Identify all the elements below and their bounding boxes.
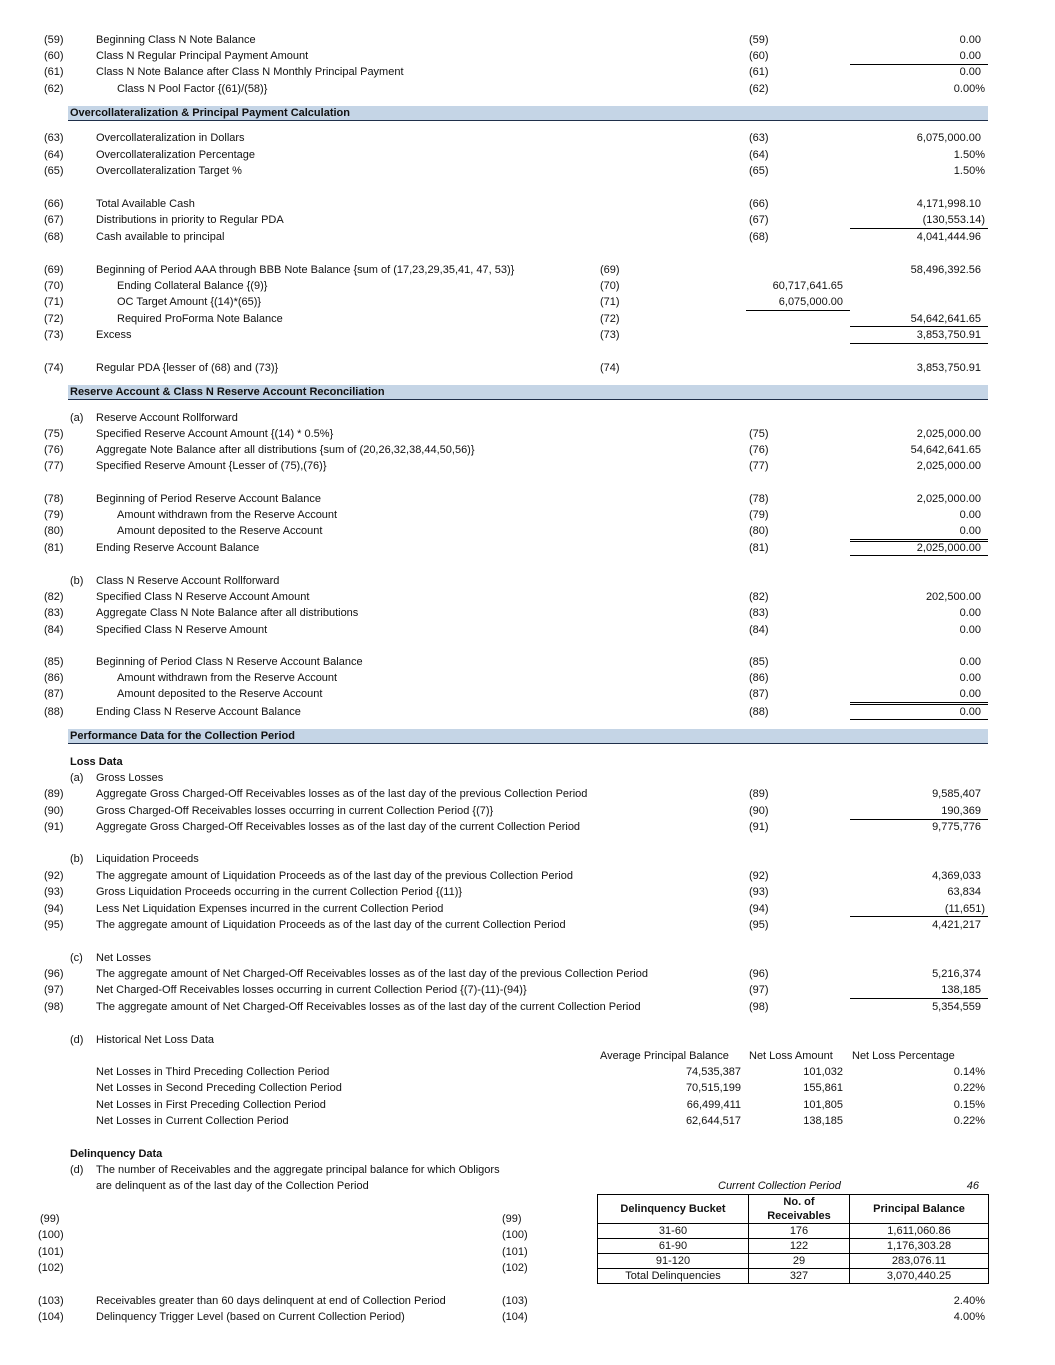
line-71 [0,294,1055,310]
hist-row-avg: 70,515,199 [685,1082,741,1094]
line-value: 138,185 [941,984,981,996]
cell-bucket: Total Delinquencies [598,1269,749,1284]
delinquency-data-title: Delinquency Data [70,1148,163,1160]
section-header-performance: Performance Data for the Collection Period [68,729,988,744]
subsection-letter: (a) [70,772,84,784]
line-value: 5,354,559 [932,1001,981,1013]
line-label: Distributions in priority to Regular PDA [96,214,284,226]
line-label: Aggregate Class N Note Balance after all distributions [96,607,359,619]
cell-balance: 3,070,440.25 [850,1269,989,1284]
line-label: Beginning of Period Reserve Account Balance [96,493,322,505]
line-70 [0,278,1055,294]
line-number: (78) [44,493,64,505]
line-label: Specified Reserve Amount {Lesser of (75),(76)} [96,460,327,472]
line-number: (67) [44,214,64,226]
subsection-gross-losses [0,770,1055,786]
line-label: Gross Charged-Off Receivables losses occurring in current Collection Period {(7)} [96,805,494,817]
line-value: 1.50% [953,149,985,161]
line-number: (92) [44,870,64,882]
line-number: (100) [38,1229,64,1241]
line-ref: (87) [749,688,769,700]
line-80 [0,523,1055,539]
hist-header-amt: Net Loss Amount [749,1050,833,1062]
line-63 [0,130,1055,146]
subsection-label: Class N Reserve Account Rollforward [96,575,280,587]
line-87 [0,686,1055,702]
cell-bucket: 61-90 [598,1239,749,1254]
line-67 [0,212,1055,228]
line-number: (95) [44,919,64,931]
line-value: 0.00 [959,525,981,537]
line-label: Amount deposited to the Reserve Account [117,688,323,700]
cell-balance: 283,076.11 [850,1254,989,1269]
subsection-letter: (d) [70,1034,84,1046]
line-value: 0.00 [959,50,981,62]
line-label: Total Available Cash [96,198,195,210]
line-value: 54,642,641.65 [910,444,981,456]
line-label: Less Net Liquidation Expenses incurred in the current Collection Period [96,903,444,915]
line-value: 3,853,750.91 [916,329,981,341]
line-value: 0.00 [959,34,981,46]
line-value: 0.00 [959,607,981,619]
line-number: (80) [44,525,64,537]
line-label: Class N Pool Factor {(61)/(58)} [117,83,268,95]
line-number: (94) [44,903,64,915]
line-value: 4,041,444.96 [916,231,981,243]
line-101 [0,1244,1055,1260]
line-68 [0,229,1055,245]
hist-row [0,1097,1055,1113]
line-91 [0,819,1055,835]
line-60 [0,48,1055,64]
loss-data-heading [0,754,1055,770]
line-number: (74) [44,362,64,374]
line-label: Regular PDA {lesser of (68) and (73)} [96,362,279,374]
line-label: Specified Class N Reserve Account Amount [96,591,310,603]
line-number: (93) [44,886,64,898]
line-99 [0,1211,1055,1227]
line-label: The aggregate amount of Net Charged-Off Receivables losses as of the last day of the current Collection Period [96,1001,641,1013]
line-value: 0.00 [959,706,981,718]
total-rule [850,719,988,720]
line-label: Overcollateralization in Dollars [96,132,245,144]
line-73 [0,327,1055,343]
line-number: (81) [44,542,64,554]
line-value: 2,025,000.00 [916,493,981,505]
line-number: (62) [44,83,64,95]
line-98 [0,999,1055,1015]
line-value: 9,775,776 [932,821,981,833]
line-number: (69) [44,264,64,276]
line-ref: (77) [749,460,769,472]
subsection-label: The number of Receivables and the aggregate principal balance for which Obligors [96,1164,500,1176]
line-65 [0,163,1055,179]
line-label: OC Target Amount {(14)*(65)} [117,296,262,308]
hist-row-pct: 0.15% [953,1099,985,1111]
hist-row-label: Net Losses in First Preceding Collection Period [96,1099,326,1111]
line-69 [0,262,1055,278]
line-103 [0,1293,1055,1309]
line-92 [0,868,1055,884]
line-62 [0,81,1055,97]
line-ref: (81) [749,542,769,554]
line-ref: (75) [749,428,769,440]
line-number: (60) [44,50,64,62]
line-number: (84) [44,624,64,636]
subsection-label: Net Losses [96,952,152,964]
line-number: (65) [44,165,64,177]
line-ref: (85) [749,656,769,668]
line-ref: (78) [749,493,769,505]
line-88 [0,704,1055,720]
hist-row-avg: 66,499,411 [686,1099,741,1111]
line-value: 0.00 [959,656,981,668]
line-label: Beginning of Period AAA through BBB Note Balance {sum of (17,23,29,35,41, 47, 53)} [96,264,515,276]
line-label: The aggregate amount of Net Charged-Off Receivables losses as of the last day of the previous Collection Period [96,968,648,980]
line-value: 2,025,000.00 [916,428,981,440]
line-value: 0.00% [953,83,985,95]
line-label: Cash available to principal [96,231,225,243]
line-label: Required ProForma Note Balance [117,313,283,325]
line-ref: (62) [749,83,769,95]
line-label: Receivables greater than 60 days delinquent at end of Collection Period [96,1295,446,1307]
section-header-reserve: Reserve Account & Class N Reserve Account Reconciliation [68,385,988,400]
subsection-label: Historical Net Loss Data [96,1034,214,1046]
line-value: 202,500.00 [925,591,981,603]
line-label: Beginning of Period Class N Reserve Account Balance [96,656,363,668]
line-value: 63,834 [947,886,981,898]
line-104 [0,1309,1055,1325]
line-value: 0.00 [959,688,981,700]
line-ref: (92) [749,870,769,882]
line-number: (66) [44,198,64,210]
subsection-letter: (b) [70,575,84,587]
line-ref: (67) [749,214,769,226]
line-label: Aggregate Gross Charged-Off Receivables losses as of the last day of the previous Collection Period [96,788,588,800]
subsection-letter: (b) [70,853,84,865]
line-value: 4,421,217 [932,919,981,931]
line-ref: (94) [749,903,769,915]
line-ref: (88) [749,706,769,718]
line-ref: (72) [600,313,620,325]
line-number: (91) [44,821,64,833]
line-85 [0,654,1055,670]
hist-row-pct: 0.14% [953,1066,985,1078]
line-value: 4,171,998.10 [916,198,981,210]
hist-header-row [0,1048,1055,1064]
line-value: 58,496,392.56 [910,264,981,276]
hist-row-pct: 0.22% [953,1115,985,1127]
cell-balance: 1,611,060.86 [850,1224,989,1239]
subsection-letter: (d) [70,1164,84,1176]
line-ref: (99) [502,1213,522,1225]
subsection-label: Gross Losses [96,772,164,784]
line-ref: (104) [502,1311,528,1323]
subsection-net-losses [0,950,1055,966]
line-74 [0,360,1055,376]
line-ref: (79) [749,509,769,521]
line-ref: (73) [600,329,620,341]
line-label: Ending Reserve Account Balance [96,542,260,554]
line-ref: (76) [749,444,769,456]
line-label: Net Charged-Off Receivables losses occurring in current Collection Period {(7)-(11)-(94)} [96,984,527,996]
hist-row [0,1113,1055,1129]
line-ref: (84) [749,624,769,636]
subsection-letter: (c) [70,952,83,964]
line-number: (72) [44,313,64,325]
line-97 [0,982,1055,998]
total-rule [850,555,988,556]
line-label: Specified Reserve Account Amount {(14) * 0.5%} [96,428,334,440]
col-header-count: No. of Receivables [749,1195,850,1224]
double-rule [850,541,988,542]
line-number: (104) [38,1311,64,1323]
line-label: Delinquency Trigger Level (based on Current Collection Period) [96,1311,405,1323]
line-label: Ending Collateral Balance {(9)} [117,280,268,292]
hist-row-amt: 138,185 [803,1115,843,1127]
col-header-bucket: Delinquency Bucket [598,1195,749,1224]
cell-bucket: 91-120 [598,1254,749,1269]
hist-row-label: Net Losses in Current Collection Period [96,1115,289,1127]
line-83 [0,605,1055,621]
line-ref: (86) [749,672,769,684]
line-number: (96) [44,968,64,980]
line-number: (83) [44,607,64,619]
line-number: (79) [44,509,64,521]
line-label: Specified Class N Reserve Amount [96,624,268,636]
line-82 [0,589,1055,605]
line-ref: (63) [749,132,769,144]
cell-count: 176 [749,1224,850,1239]
line-value: 2,025,000.00 [916,542,981,554]
line-ref: (91) [749,821,769,833]
line-label: Overcollateralization Target % [96,165,242,177]
line-ref: (98) [749,1001,769,1013]
line-84 [0,622,1055,638]
line-value: 1.50% [953,165,985,177]
line-78 [0,491,1055,507]
line-ref: (80) [749,525,769,537]
cell-bucket: 31-60 [598,1224,749,1239]
subsection-label: Reserve Account Rollforward [96,412,238,424]
line-number: (102) [38,1262,64,1274]
line-ref: (70) [600,280,620,292]
line-61 [0,64,1055,80]
line-value: (11,651) [944,903,985,915]
line-ref: (93) [749,886,769,898]
line-number: (82) [44,591,64,603]
period-label: Current Collection Period [718,1180,841,1192]
line-ref: (96) [749,968,769,980]
line-label: Class N Note Balance after Class N Monthly Principal Payment [96,66,404,78]
period-value: 46 [966,1180,979,1192]
line-ref: (69) [600,264,620,276]
line-number: (68) [44,231,64,243]
section-header-overcollateralization: Overcollateralization & Principal Payment Calculation [68,106,988,121]
subsection-historical-net-loss [0,1032,1055,1048]
line-value: 0.00 [959,624,981,636]
line-label: Amount withdrawn from the Reserve Account [117,509,338,521]
line-ref: (100) [502,1229,528,1241]
line-value: 6,075,000.00 [916,132,981,144]
line-label: Beginning Class N Note Balance [96,34,256,46]
line-81 [0,540,1055,556]
line-number: (89) [44,788,64,800]
line-ref: (97) [749,984,769,996]
line-mid-value: 6,075,000.00 [778,296,843,308]
line-75 [0,426,1055,442]
loss-data-title: Loss Data [70,756,123,768]
subsection-letter: (a) [70,412,84,424]
line-59 [0,32,1055,48]
line-number: (73) [44,329,64,341]
col-header-balance: Principal Balance [850,1195,989,1224]
line-number: (75) [44,428,64,440]
hist-row-label: Net Losses in Third Preceding Collection Period [96,1066,330,1078]
cell-count: 122 [749,1239,850,1254]
line-label: The aggregate amount of Liquidation Proceeds as of the last day of the current Collection Period [96,919,566,931]
line-ref: (89) [749,788,769,800]
line-100 [0,1227,1055,1243]
line-number: (98) [44,1001,64,1013]
cell-balance: 1,176,303.28 [850,1239,989,1254]
line-number: (63) [44,132,64,144]
line-77 [0,458,1055,474]
line-ref: (71) [600,296,620,308]
line-number: (86) [44,672,64,684]
line-value: 54,642,641.65 [910,313,981,325]
line-86 [0,670,1055,686]
line-label: Amount deposited to the Reserve Account [117,525,323,537]
line-number: (88) [44,706,64,718]
line-72 [0,311,1055,327]
line-ref: (103) [502,1295,528,1307]
line-value: 0.00 [959,66,981,78]
hist-row-pct: 0.22% [953,1082,985,1094]
line-number: (99) [40,1213,60,1225]
line-value: 0.00 [959,509,981,521]
hist-row-avg: 62,644,517 [685,1115,741,1127]
line-label: Excess [96,329,132,341]
line-value: 190,369 [941,805,981,817]
line-93 [0,884,1055,900]
line-89 [0,786,1055,802]
line-label: Class N Regular Principal Payment Amount [96,50,309,62]
hist-row-amt: 101,032 [803,1066,843,1078]
line-value: (130,553.14) [922,214,985,226]
line-value: 4,369,033 [932,870,981,882]
subsection-liquidation-proceeds [0,851,1055,867]
line-number: (76) [44,444,64,456]
hist-row-amt: 155,861 [803,1082,843,1094]
line-number: (90) [44,805,64,817]
hist-row-label: Net Losses in Second Preceding Collection Period [96,1082,342,1094]
line-number: (87) [44,688,64,700]
line-number: (61) [44,66,64,78]
line-ref: (101) [502,1246,528,1258]
cell-count: 29 [749,1254,850,1269]
line-value: 2,025,000.00 [916,460,981,472]
line-102 [0,1260,1055,1276]
delinquency-data-heading [0,1146,1055,1162]
line-label: Aggregate Note Balance after all distributions {sum of (20,26,32,38,44,50,56)} [96,444,475,456]
hist-header-avg: Average Principal Balance [600,1050,729,1062]
line-mid-value: 60,717,641.65 [772,280,843,292]
line-number: (71) [44,296,64,308]
line-94 [0,901,1055,917]
line-90 [0,803,1055,819]
hist-row [0,1080,1055,1096]
line-95 [0,917,1055,933]
line-number: (103) [38,1295,64,1307]
line-value: 5,216,374 [932,968,981,980]
line-64 [0,147,1055,163]
line-number: (77) [44,460,64,472]
line-ref: (60) [749,50,769,62]
hist-header-pct: Net Loss Percentage [852,1050,955,1062]
line-ref: (65) [749,165,769,177]
line-number: (70) [44,280,64,292]
line-label: The aggregate amount of Liquidation Proceeds as of the last day of the previous Collection Period [96,870,573,882]
line-96 [0,966,1055,982]
cell-count: 327 [749,1269,850,1284]
line-label: Ending Class N Reserve Account Balance [96,706,301,718]
line-ref: (61) [749,66,769,78]
delinquency-description-cont [0,1178,1055,1194]
subsection-label: are delinquent as of the last day of the Collection Period [96,1180,369,1192]
line-number: (59) [44,34,64,46]
line-number: (97) [44,984,64,996]
line-ref: (83) [749,607,769,619]
line-ref: (64) [749,149,769,161]
line-value: 3,853,750.91 [916,362,981,374]
line-number: (64) [44,149,64,161]
hist-row-avg: 74,535,387 [685,1066,741,1078]
line-ref: (74) [600,362,620,374]
delinquency-description [0,1162,1055,1178]
line-ref: (82) [749,591,769,603]
subsection-reserve-rollforward [0,410,1055,426]
line-value: 0.00 [959,672,981,684]
hist-row [0,1064,1055,1080]
line-79 [0,507,1055,523]
line-value: 9,585,407 [932,788,981,800]
line-76 [0,442,1055,458]
hist-row-amt: 101,805 [803,1099,843,1111]
line-value: 4.00% [953,1311,985,1323]
line-ref: (90) [749,805,769,817]
line-66 [0,196,1055,212]
line-ref: (68) [749,231,769,243]
line-number: (85) [44,656,64,668]
line-label: Gross Liquidation Proceeds occurring in the current Collection Period {(11)} [96,886,463,898]
line-value: 2.40% [953,1295,985,1307]
total-rule [850,343,988,344]
line-ref: (59) [749,34,769,46]
line-number: (101) [38,1246,64,1258]
line-label: Amount withdrawn from the Reserve Account [117,672,338,684]
line-label: Overcollateralization Percentage [96,149,255,161]
line-ref: (95) [749,919,769,931]
line-ref: (66) [749,198,769,210]
subsection-label: Liquidation Proceeds [96,853,199,865]
line-ref: (102) [502,1262,528,1274]
total-rule [850,702,988,703]
line-label: Aggregate Gross Charged-Off Receivables losses as of the last day of the current Collection Period [96,821,581,833]
subsection-class-n-reserve [0,573,1055,589]
